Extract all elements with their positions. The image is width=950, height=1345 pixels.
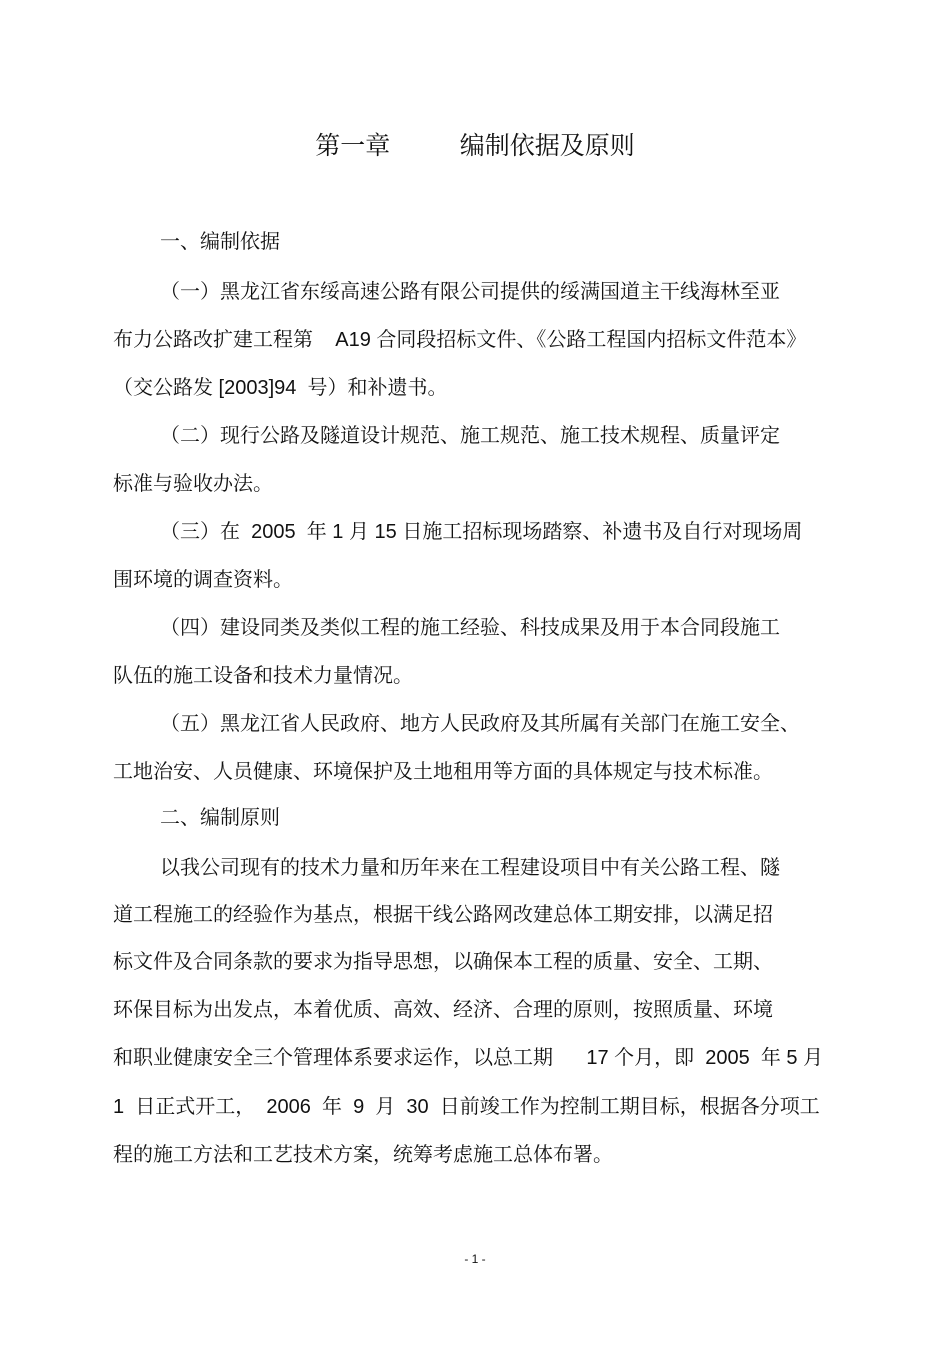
page-number: - 1 -	[464, 1252, 486, 1266]
text-line: 工地治安、人员健康、环境保护及土地租用等方面的具体规定与技术标准。	[113, 761, 773, 783]
text-line: （交公路发 [2003]94 号）和补遗书。	[113, 377, 448, 399]
text-line: 程的施工方法和工艺技术方案，统筹考虑施工总体布署。	[113, 1144, 613, 1166]
text-line: （四）建设同类及类似工程的施工经验、科技成果及用于本合同段施工	[160, 617, 780, 639]
chapter-title: 第一章 编制依据及原则	[315, 132, 635, 160]
text-line: 环保目标为出发点，本着优质、高效、经济、合理的原则，按照质量、环境	[113, 999, 773, 1021]
section-heading: 一、编制依据	[160, 231, 280, 253]
text-line: 布力公路改扩建工程第 A19 合同段招标文件、《公路工程国内招标文件范本》	[113, 329, 807, 351]
text-line: 围环境的调查资料。	[113, 569, 293, 591]
text-line: 标准与验收办法。	[113, 473, 273, 495]
text-line: 1 日正式开工， 2006 年 9 月 30 日前竣工作为控制工期目标，根据各分项工	[113, 1096, 820, 1118]
text-line: （一）黑龙江省东绥高速公路有限公司提供的绥满国道主干线海林至亚	[160, 281, 780, 303]
text-line: 以我公司现有的技术力量和历年来在工程建设项目中有关公路工程、隧	[160, 857, 780, 879]
text-line: 道工程施工的经验作为基点，根据干线公路网改建总体工期安排，以满足招	[113, 904, 773, 926]
text-line: （三）在 2005 年 1 月 15 日施工招标现场踏察、补遗书及自行对现场周	[160, 521, 803, 543]
text-line: 和职业健康安全三个管理体系要求运作，以总工期 17 个月，即 2005 年 5 月	[113, 1047, 824, 1069]
text-line: 标文件及合同条款的要求为指导思想，以确保本工程的质量、安全、工期、	[113, 951, 773, 973]
text-line: （二）现行公路及隧道设计规范、施工规范、施工技术规程、质量评定	[160, 425, 780, 447]
text-line: （五）黑龙江省人民政府、地方人民政府及其所属有关部门在施工安全、	[160, 713, 800, 735]
text-line: 队伍的施工设备和技术力量情况。	[113, 665, 413, 687]
section-heading: 二、编制原则	[160, 807, 280, 829]
